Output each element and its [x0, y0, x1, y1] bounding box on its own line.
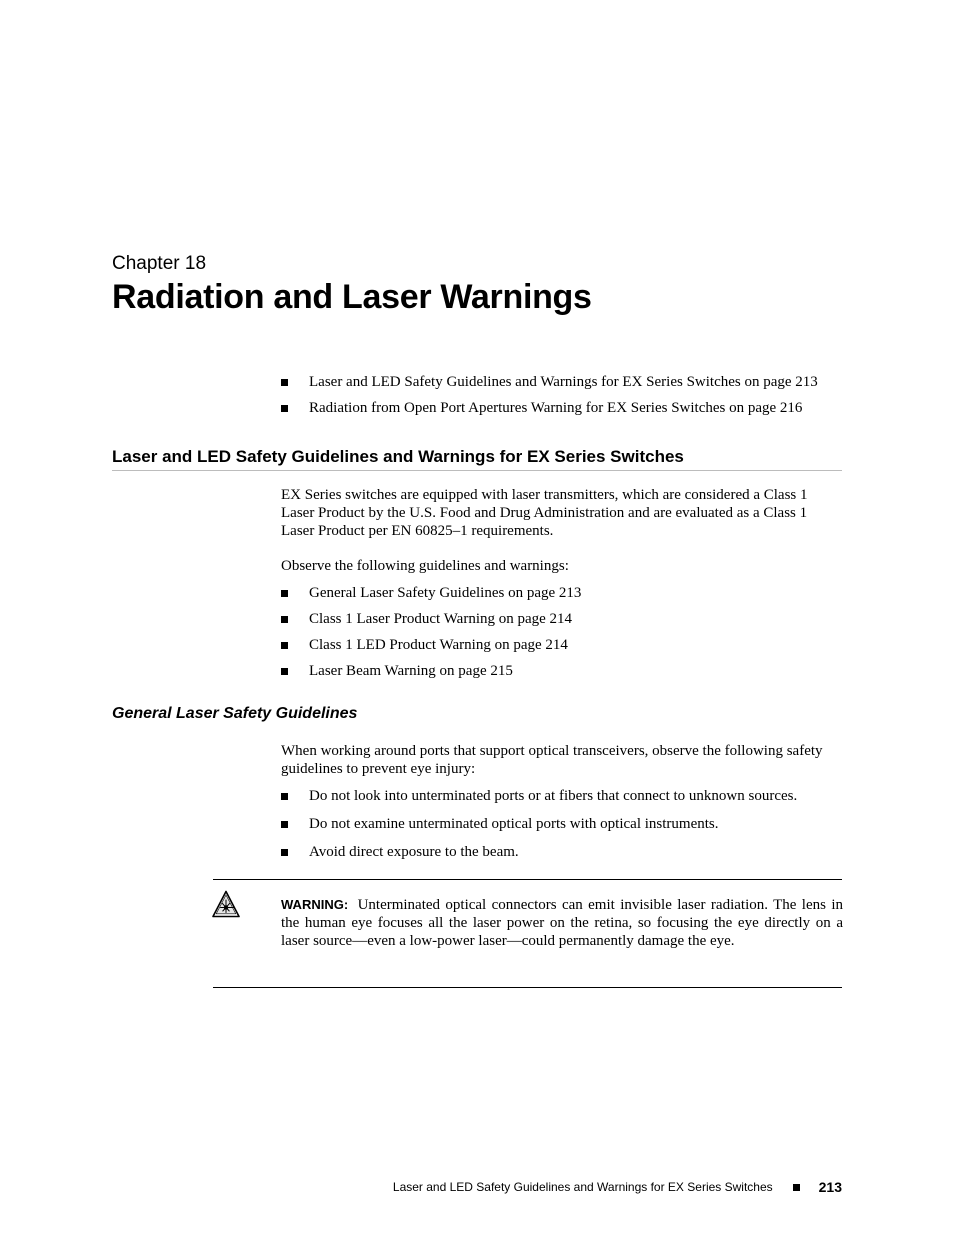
subsection-heading: General Laser Safety Guidelines — [112, 705, 358, 722]
list-item — [281, 843, 843, 861]
warning-top-rule — [213, 879, 842, 880]
page-footer — [393, 1179, 842, 1195]
list-item — [281, 787, 843, 805]
chapter-title: Radiation and Laser Warnings — [112, 278, 592, 316]
bullet-square-icon — [281, 405, 288, 412]
safety-item-text: Do not examine unterminated optical ports with optical instruments. — [309, 816, 719, 832]
guideline-link[interactable] — [281, 636, 843, 654]
footer-running-title: Laser and LED Safety Guidelines and Warnings for EX Series Switches — [392, 1180, 773, 1194]
safety-list — [281, 787, 843, 871]
bullet-square-icon — [281, 668, 288, 675]
guidelines-list — [281, 584, 843, 688]
guideline-link[interactable] — [281, 662, 843, 680]
bullet-square-icon — [281, 616, 288, 623]
guideline-label: Class 1 Laser Product Warning on page 214 — [309, 611, 573, 627]
page-number: 213 — [818, 1179, 842, 1195]
guideline-link[interactable] — [281, 610, 843, 628]
toc-item[interactable] — [281, 399, 843, 417]
safety-item-text: Do not look into unterminated ports or at fibers that connect to unknown sources. — [309, 788, 798, 804]
chapter-label: Chapter 18 — [112, 253, 207, 274]
observe-text: Observe the following guidelines and warnings: — [281, 558, 569, 574]
section-intro: EX Series switches are equipped with laser transmitters, which are considered a Class 1 Laser Product by the U.S. Food and Drug Administration and are evaluated as a Class 1 Laser Product per EN 60825–1 requirements. — [281, 487, 808, 539]
subsection-intro: When working around ports that support optical transceivers, observe the following safety guidelines to prevent eye injury: — [281, 743, 823, 777]
chapter-toc — [281, 373, 843, 425]
laser-warning-icon — [212, 890, 240, 918]
footer-separator-icon — [793, 1184, 800, 1191]
warning-note — [281, 896, 843, 950]
guideline-label: General Laser Safety Guidelines on page 213 — [309, 585, 582, 601]
bullet-square-icon — [281, 821, 288, 828]
bullet-square-icon — [281, 793, 288, 800]
list-item — [281, 815, 843, 833]
safety-item-text: Avoid direct exposure to the beam. — [309, 844, 519, 860]
section-heading: Laser and LED Safety Guidelines and Warnings for EX Series Switches — [112, 446, 842, 471]
bullet-square-icon — [281, 379, 288, 386]
toc-item[interactable] — [281, 373, 843, 391]
warning-label: WARNING: — [281, 897, 349, 912]
toc-item-label: Laser and LED Safety Guidelines and Warnings for EX Series Switches on page 213 — [309, 374, 818, 390]
warning-body: Unterminated optical connectors can emit invisible laser radiation. The lens in the human eye focuses all the laser power on the retina, so focusing the eye directly on a laser source—even a low-power laser—could permanently damage the eye. — [281, 897, 844, 949]
bullet-square-icon — [281, 642, 288, 649]
toc-item-label: Radiation from Open Port Apertures Warning for EX Series Switches on page 216 — [309, 400, 803, 416]
guideline-label: Laser Beam Warning on page 215 — [309, 663, 513, 679]
warning-bottom-rule — [213, 987, 842, 988]
guideline-link[interactable] — [281, 584, 843, 602]
bullet-square-icon — [281, 849, 288, 856]
bullet-square-icon — [281, 590, 288, 597]
guideline-label: Class 1 LED Product Warning on page 214 — [309, 637, 568, 653]
